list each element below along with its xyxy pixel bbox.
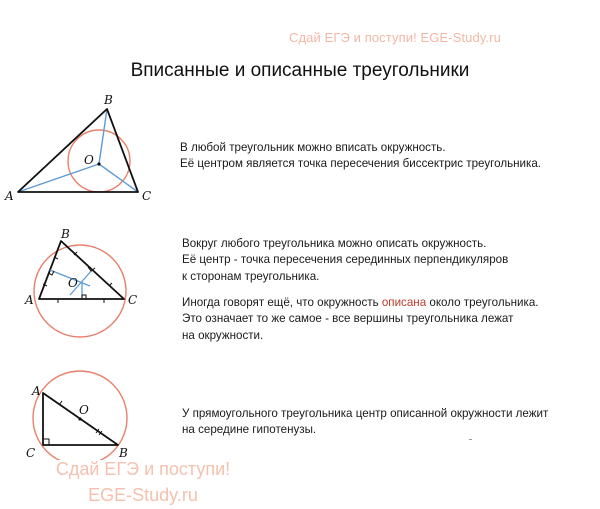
section2-line-6: на окружности. <box>182 328 264 342</box>
section2-text <box>182 236 508 285</box>
vertex-label-a: A <box>25 293 34 307</box>
bisector-b <box>99 109 107 164</box>
section1-line-2: Её центром является точка пересечения биссектрис треугольника. <box>180 157 542 171</box>
vertex-label-c: C <box>128 293 138 307</box>
center-label-o: O <box>84 153 94 167</box>
center-point <box>78 417 81 420</box>
bisector-a <box>18 164 99 192</box>
section2-line-3: к сторонам треугольника. <box>182 269 320 283</box>
section2-text-extra <box>182 295 539 344</box>
divider-mark <box>469 439 472 440</box>
section1-text <box>180 140 541 173</box>
vertex-label-b: B <box>119 446 128 460</box>
inscribed-circle-figure <box>0 90 170 210</box>
vertex-label-c: C <box>26 446 36 460</box>
watermark-line-1: Сдай ЕГЭ и поступи! <box>55 459 231 479</box>
section2-line-4 <box>182 295 539 311</box>
center-point <box>97 162 100 165</box>
watermark-top: Сдай ЕГЭ и поступи! EGE-Study.ru <box>289 30 501 45</box>
vertex-label-a: A <box>32 384 41 398</box>
watermark-bottom <box>38 456 248 508</box>
vertex-label-b: B <box>61 227 70 241</box>
right-triangle-figure <box>0 370 170 460</box>
section1-line-1: В любой треугольник можно вписать окружность. <box>180 141 446 154</box>
section3-line-2: на середине гипотенузы. <box>182 423 317 437</box>
section3-line-1: У прямоугольного треугольника центр описанной окружности лежит <box>182 407 549 420</box>
vertex-label-c: C <box>142 189 152 203</box>
center-label-o: O <box>79 403 89 417</box>
text-pre: Иногда говорят ещё, что окружность <box>182 296 382 309</box>
section2-line-2: Её центр - точка пересечения серединных перпендикуляров <box>182 253 509 267</box>
section3-text <box>182 406 548 439</box>
watermark-line-2: EGE-Study.ru <box>88 485 198 505</box>
text-post: около треугольника. <box>426 296 539 309</box>
page-title: Вписанные и описанные треугольники <box>130 60 470 81</box>
vertex-label-a: A <box>5 189 14 203</box>
vertex-label-b: B <box>104 93 113 107</box>
circumscribed-circle-figure <box>0 225 170 345</box>
highlight-word: описана <box>381 296 427 309</box>
section2-line-5: Это означает то же самое - все вершины треугольника лежат <box>182 312 514 326</box>
center-label-o: O <box>68 276 78 290</box>
section2-line-1: Вокруг любого треугольника можно описать окружность. <box>182 237 487 250</box>
